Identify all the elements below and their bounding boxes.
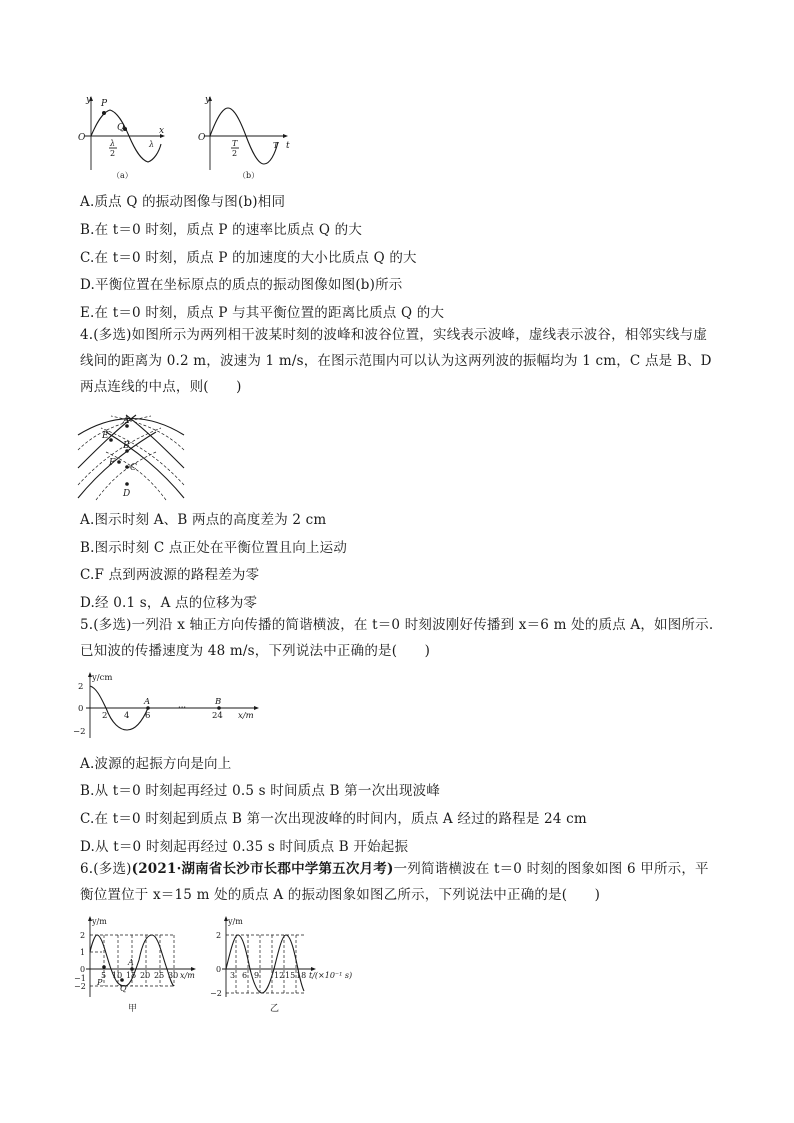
tick-x-25: 25 — [154, 971, 165, 980]
q5-option-b: B.从 t＝0 时刻起再经过 0.5 s 时间质点 B 第一次出现波峰 — [80, 783, 441, 799]
label-p: P — [101, 99, 108, 109]
tick-t-18: 18 — [296, 971, 307, 980]
tick-t-3: 3 — [230, 971, 236, 980]
axis-y-label: y/m — [92, 917, 107, 926]
q4-option-d: D.经 0.1 s，A 点的位移为零 — [80, 595, 258, 611]
tick-y-1: 1 — [80, 948, 86, 957]
tick-lambda-half-num: λ — [110, 139, 116, 148]
axis-y-label: y/cm — [92, 673, 113, 683]
q6-figure-jia — [72, 915, 212, 1015]
q6-stem-text: 一列简谐横波在 t＝0 时刻的图象如图 6 甲所示，平衡位置位于 x＝15 m 处的质点 A 的振动图象如图乙所示，下列说法中正确的是( ) — [80, 861, 709, 903]
tick-y-2: 2 — [216, 931, 222, 940]
tick-t-6: 6 — [242, 971, 248, 980]
q4-option-a: A.图示时刻 A、B 两点的高度差为 2 cm — [80, 512, 327, 528]
q4-option-c: C.F 点到两波源的路程差为零 — [80, 567, 260, 583]
q5-wave-figure — [72, 672, 272, 742]
tick-x-4: 4 — [124, 711, 130, 721]
q6-source: (2021·湖南省长沙市长郡中学第五次月考) — [131, 861, 394, 877]
tick-t-9: 9 — [254, 971, 260, 980]
point-c — [125, 465, 129, 469]
q4-interference-figure — [76, 410, 186, 500]
tick-t-15: 15 — [285, 971, 296, 980]
point-f — [117, 460, 121, 464]
tick-x-10: 10 — [112, 971, 123, 980]
label-q: Q — [117, 123, 125, 133]
point-e — [109, 438, 113, 442]
q6-yi-wave-curve — [226, 935, 307, 993]
label-b: B — [215, 697, 222, 707]
point-p — [102, 965, 106, 969]
tick-t-period: T — [273, 141, 279, 150]
caption-yi: 乙 — [270, 1004, 280, 1014]
label-d: D — [123, 489, 131, 499]
tick-y-2: 2 — [78, 682, 84, 692]
tick-y-0: 0 — [216, 965, 222, 974]
label-e: E — [102, 431, 109, 441]
tick-y-neg2: −2 — [210, 989, 222, 998]
q3-option-a: A.质点 Q 的振动图像与图(b)相同 — [80, 194, 286, 210]
q6-stem — [80, 856, 720, 908]
tick-x-6: 6 — [145, 711, 151, 721]
tick-y-neg1: −1 — [74, 974, 86, 983]
label-c: C — [130, 463, 137, 473]
label-p: P — [97, 978, 103, 987]
q4-stem: 4.(多选)如图所示为两列相干波某时刻的波峰和波谷位置，实线表示波峰，虚线表示波谷，相邻实线与虚线间的距离为 0.2 m，波速为 1 m/s，在图示范围内可以认为这两列波的振幅均为 1 cm，C 点是 B、D 两点连线的中点，则( ) — [80, 327, 712, 395]
ellipsis: ··· — [178, 703, 187, 713]
point-p — [102, 111, 106, 115]
tick-x-5: 5 — [101, 971, 107, 980]
q6-figure-yi — [210, 915, 370, 1015]
label-a: A — [128, 958, 134, 967]
q6-number: 6.(多选) — [80, 861, 132, 877]
axis-y-label: y — [205, 95, 211, 105]
axis-x-label: x — [159, 126, 165, 136]
figure-a-wave-graph — [75, 92, 175, 182]
point-d — [125, 482, 129, 486]
q3-option-c: C.在 t＝0 时刻，质点 P 的加速度的大小比质点 Q 的大 — [80, 250, 417, 266]
q3-option-e: E.在 t＝0 时刻，质点 P 与其平衡位置的距离比质点 Q 的大 — [80, 305, 445, 321]
tick-t-half-num: T — [232, 139, 238, 148]
tick-y-neg2: −2 — [73, 727, 86, 737]
label-a: A — [144, 697, 151, 707]
axis-t-label: t — [286, 141, 290, 151]
q5-stem: 5.(多选)一列沿 x 轴正方向传播的简谐横波，在 t＝0 时刻波刚好传播到 x＝6 m 处的质点 A，如图所示.已知波的传播速度为 48 m/s，下列说法中正确的是( ) — [80, 617, 714, 659]
tick-x-24: 24 — [212, 711, 223, 721]
caption-b: （b） — [238, 171, 260, 180]
axis-y-label: y — [86, 95, 92, 105]
q5-option-d: D.从 t＝0 时刻起再经过 0.35 s 时间质点 B 开始起振 — [80, 839, 409, 855]
caption-jia: 甲 — [128, 1004, 138, 1014]
tick-x-15: 15 — [126, 971, 137, 980]
tick-y-0: 0 — [78, 704, 84, 714]
tick-y-0: 0 — [80, 965, 86, 974]
axis-x-label: x/m — [180, 971, 195, 980]
label-b: B — [123, 441, 130, 451]
tick-lambda-half-den: 2 — [110, 149, 116, 158]
axis-x-label: x/m — [238, 711, 254, 721]
tick-x-30: 30 — [168, 971, 179, 980]
figure-b-vibration-graph — [198, 92, 298, 182]
tick-y-2: 2 — [80, 931, 86, 940]
tick-lambda: λ — [149, 140, 155, 149]
label-a: A — [123, 416, 130, 426]
axis-y-label: y/m — [228, 917, 243, 926]
tick-t-12: 12 — [274, 971, 285, 980]
q4-option-b: B.图示时刻 C 点正处在平衡位置且向上运动 — [80, 540, 348, 556]
tick-t-half-den: 2 — [232, 149, 238, 158]
caption-a: （a） — [112, 171, 133, 180]
tick-x-2: 2 — [102, 711, 108, 721]
tick-y-neg2: −2 — [74, 982, 86, 991]
axis-t-label: t/(×10⁻¹ s) — [309, 971, 353, 980]
origin-label: O — [78, 133, 86, 143]
origin-label: O — [198, 133, 206, 143]
q3-option-d: D.平衡位置在坐标原点的质点的振动图像如图(b)所示 — [80, 277, 403, 293]
label-q: Q — [120, 984, 127, 993]
tick-x-20: 20 — [140, 971, 151, 980]
q5-option-a: A.波源的起振方向是向上 — [80, 756, 232, 772]
label-f: F — [109, 458, 116, 468]
q3-option-b: B.在 t＝0 时刻，质点 P 的速率比质点 Q 的大 — [80, 222, 363, 238]
q5-option-c: C.在 t＝0 时刻起到质点 B 第一次出现波峰的时间内，质点 A 经过的路程是 24 cm — [80, 811, 587, 827]
